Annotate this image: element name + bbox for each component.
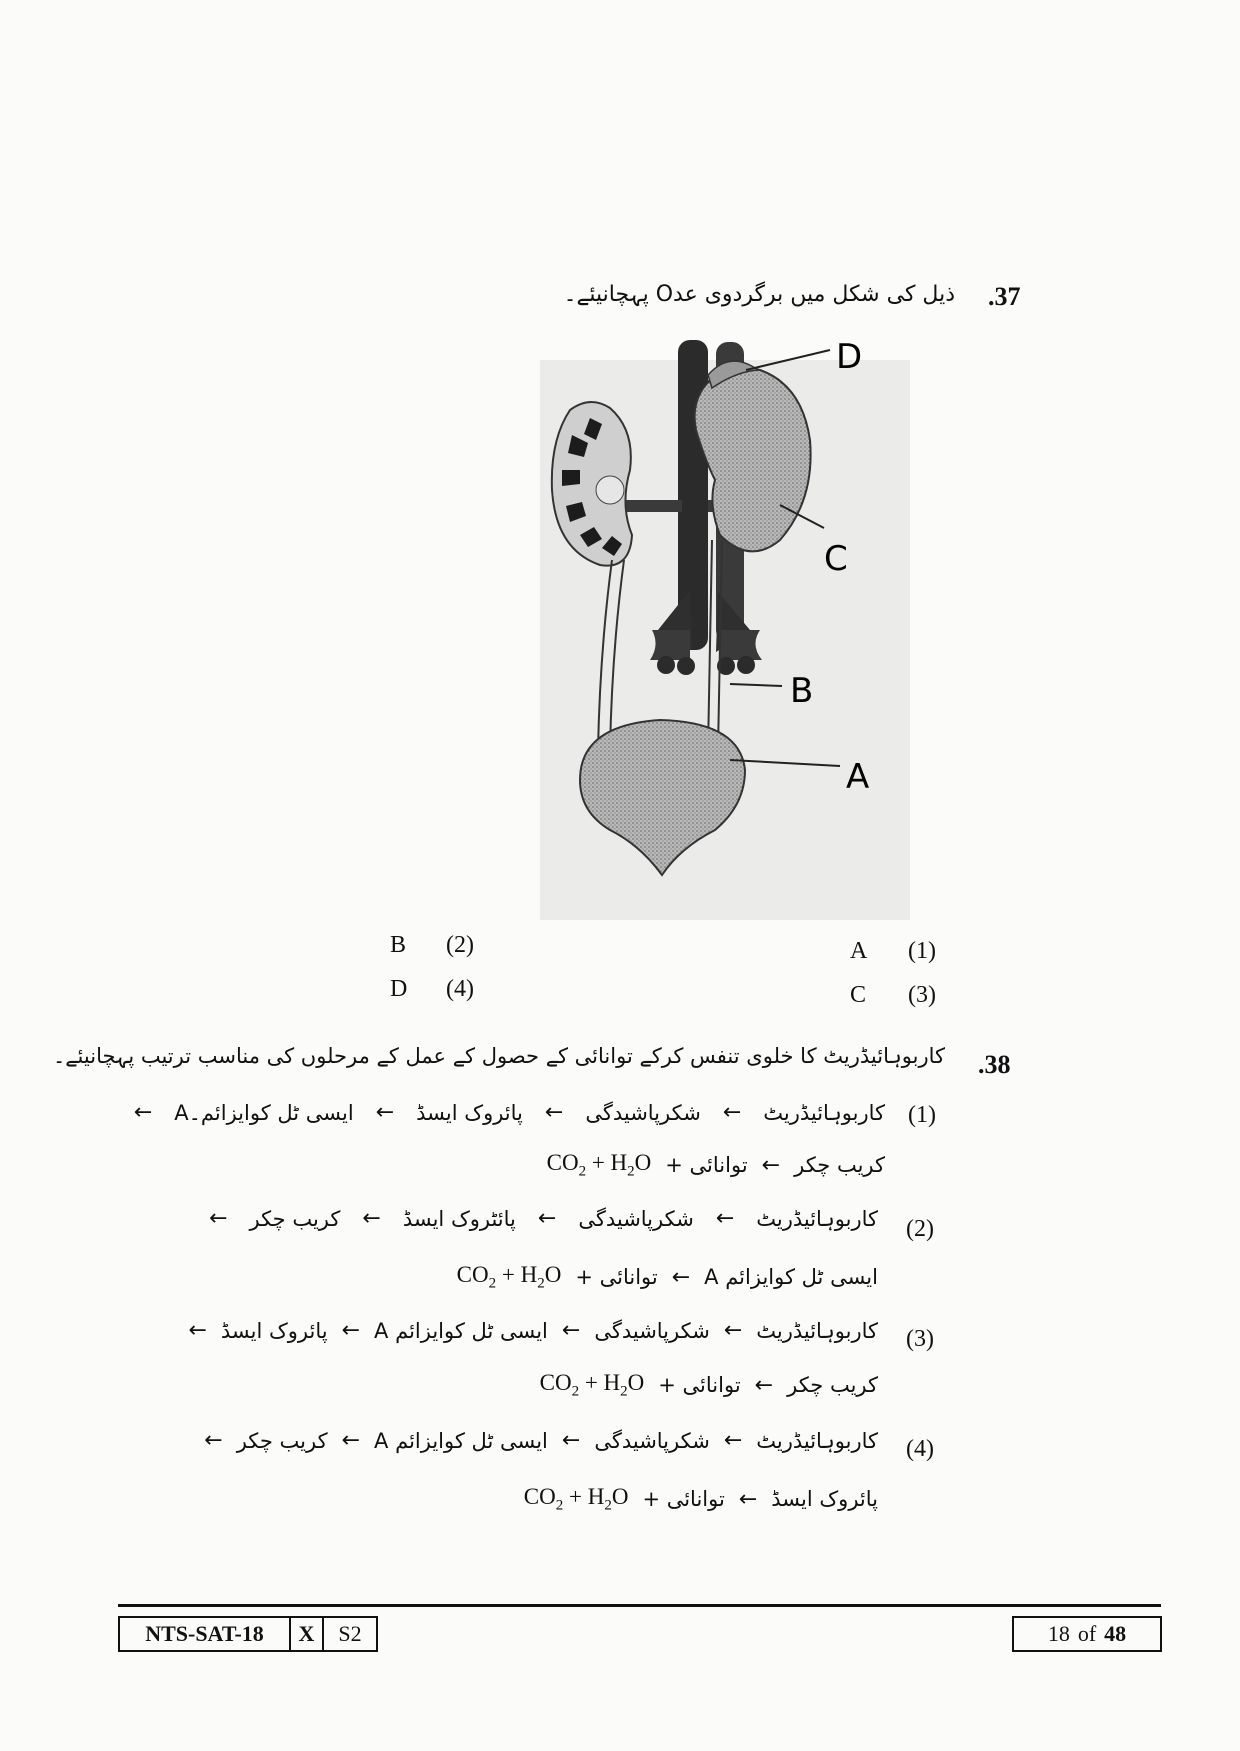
- option-4-step-5: پائروک ایسڈ: [771, 1487, 878, 1512]
- arrow-icon: ←: [537, 1206, 557, 1231]
- figure-label-d: D: [836, 337, 863, 377]
- option-4-step-6: توانائی +: [642, 1487, 725, 1512]
- arrow-icon: ←: [341, 1428, 361, 1453]
- arrow-icon: ←: [209, 1206, 228, 1231]
- q37-option-num-3: (3): [908, 982, 936, 1008]
- formula-co2-h2o: $CO_2 + H_2O$: [546, 1150, 652, 1180]
- formula-co2-h2o: $CO_2 + H_2O$: [539, 1370, 645, 1400]
- option-3-step-5: کریب چکر: [787, 1373, 878, 1398]
- q38-option-1-line-2: [425, 1150, 885, 1182]
- option-1-step-3: پائروک ایسڈ: [416, 1100, 523, 1125]
- arrow-icon: ←: [561, 1428, 581, 1453]
- footer-paper-code: NTS-SAT-18: [118, 1616, 291, 1652]
- option-3-step-1: کاربوہائیڈریٹ: [756, 1318, 878, 1343]
- arrow-icon: ←: [341, 1318, 361, 1343]
- q38-option-num-3: (3): [906, 1326, 934, 1352]
- page-of: of: [1077, 1621, 1097, 1646]
- option-3-step-6: توانائی +: [658, 1373, 741, 1398]
- option-1-step-5: کریب چکر: [794, 1153, 885, 1178]
- option-1-step-1: کاربوہائیڈریٹ: [763, 1100, 885, 1125]
- arrow-icon: ←: [738, 1486, 758, 1512]
- q38-option-num-4: (4): [906, 1436, 934, 1462]
- arrow-icon: ←: [754, 1372, 774, 1398]
- q38-option-1-line-1[interactable]: [125, 1100, 885, 1132]
- q37-option-letter-4[interactable]: D: [390, 976, 408, 1002]
- arrow-icon: ←: [188, 1318, 207, 1343]
- footer-page-number: [1012, 1616, 1162, 1652]
- arrow-icon: ←: [723, 1428, 743, 1453]
- arrow-icon: ←: [715, 1206, 735, 1231]
- arrow-icon: ←: [723, 1318, 743, 1343]
- arrow-icon: ←: [761, 1152, 781, 1178]
- footer-section: S2: [322, 1616, 378, 1652]
- option-4-step-2: شکرپاشیدگی: [594, 1428, 710, 1453]
- option-1-step-6: توانائی +: [665, 1153, 748, 1178]
- option-2-step-6: توانائی +: [575, 1265, 658, 1290]
- question-text-37: ذیل کی شکل میں برگردوی عدO پہچانیئے۔: [563, 282, 955, 307]
- option-4-step-3: ایسی ٹل کوایزائم A: [374, 1428, 548, 1453]
- figure-label-b: B: [790, 671, 814, 711]
- q37-option-num-4: (4): [446, 976, 474, 1002]
- option-3-step-4: پائروک ایسڈ: [220, 1318, 328, 1343]
- arrow-icon: ←: [544, 1100, 564, 1125]
- q38-option-2-line-1[interactable]: [178, 1206, 878, 1238]
- q38-option-2-line-2: [398, 1262, 878, 1294]
- q38-option-num-2: (2): [906, 1216, 934, 1242]
- q37-option-letter-1[interactable]: A: [850, 938, 868, 964]
- formula-co2-h2o: $CO_2 + H_2O$: [456, 1262, 562, 1292]
- option-3-step-3: ایسی ٹل کوایزائم A: [374, 1318, 548, 1343]
- arrow-icon: ←: [375, 1100, 395, 1125]
- formula-co2-h2o: $CO_2 + H_2O$: [523, 1484, 629, 1514]
- arrow-icon: ←: [671, 1264, 691, 1290]
- option-2-step-2: شکرپاشیدگی: [578, 1206, 694, 1231]
- question-number-38: .38: [978, 1050, 1011, 1079]
- option-2-step-4: کریب چکر: [249, 1206, 341, 1231]
- q38-option-4-line-2: [398, 1484, 878, 1516]
- option-2-step-1: کاربوہائیڈریٹ: [756, 1206, 878, 1231]
- page-total: 48: [1104, 1621, 1127, 1646]
- option-2-step-5: ایسی ٹل کوایزائم A: [704, 1265, 878, 1290]
- figure-label-c: C: [824, 539, 848, 579]
- figure-label-a: A: [846, 757, 870, 797]
- q37-option-num-1: (1): [908, 938, 936, 964]
- question-text-38: کاربوہائیڈریٹ کا خلوی تنفس کرکے توانائی کے حصول کے عمل کے مرحلوں کی مناسب ترتیب پہچانیئے۔: [52, 1044, 945, 1068]
- q38-option-num-1: (1): [908, 1102, 936, 1128]
- option-1-step-2: شکرپاشیدگی: [585, 1100, 701, 1125]
- q38-option-4-line-1[interactable]: [198, 1428, 878, 1460]
- q37-option-letter-3[interactable]: C: [850, 982, 867, 1008]
- arrow-icon: ←: [204, 1428, 223, 1453]
- q38-option-3-line-1[interactable]: [178, 1318, 878, 1350]
- urinary-system-figure: [540, 330, 940, 920]
- q37-option-num-2: (2): [446, 932, 474, 958]
- q37-option-letter-2[interactable]: B: [390, 932, 407, 958]
- arrow-icon: ←: [133, 1100, 153, 1125]
- q38-option-3-line-2: [418, 1370, 878, 1402]
- option-3-step-2: شکرپاشیدگی: [594, 1318, 710, 1343]
- footer-class: X: [289, 1616, 324, 1652]
- option-1-step-4: ایسی ٹل کوایزائم۔A: [174, 1100, 354, 1125]
- arrow-icon: ←: [362, 1206, 381, 1231]
- option-4-step-1: کاربوہائیڈریٹ: [756, 1428, 878, 1453]
- page-current: 18: [1047, 1621, 1070, 1646]
- question-number-37: .37: [988, 282, 1021, 311]
- footer-rule: [118, 1604, 1161, 1607]
- option-4-step-4: کریب چکر: [236, 1428, 328, 1453]
- arrow-icon: ←: [561, 1318, 581, 1343]
- option-2-step-3: پائٹروک ایسڈ: [402, 1206, 516, 1231]
- arrow-icon: ←: [722, 1100, 742, 1125]
